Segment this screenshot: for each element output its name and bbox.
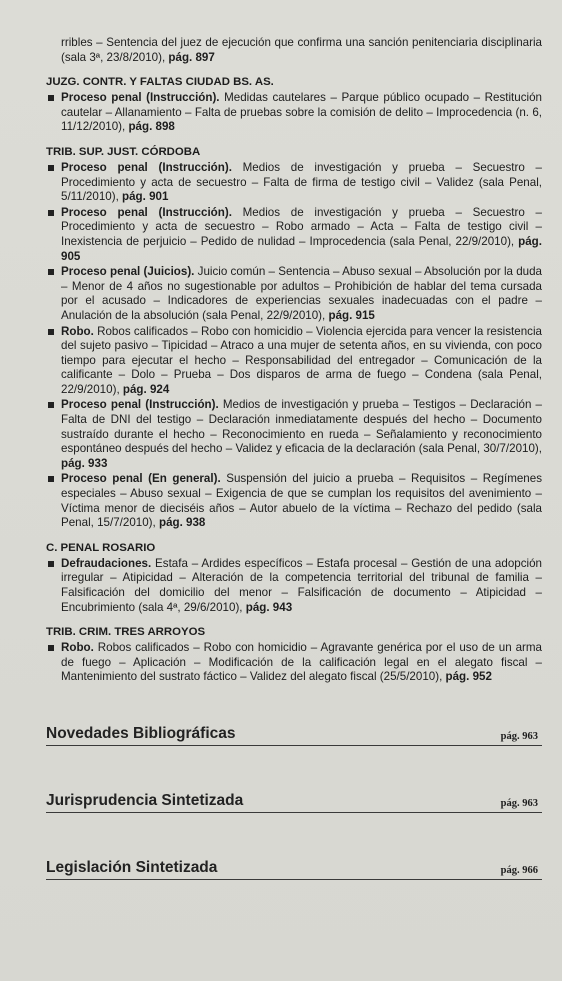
index-entry — [46, 206, 542, 264]
square-bullet-icon — [48, 95, 54, 101]
page-ref: pág. 924 — [122, 382, 170, 396]
page-ref: pág. 952 — [445, 670, 492, 684]
entry-text: Estafa – Ardides específicos – Estafa procesal – Gestión de una adopción irregular – Atipicidad – Alteración de la competencia territorial del tribunal de familia – Falsificación del domicilio del menor – Falsificación de documento – Atipicidad – Encubrimiento (sala 4ª, 29/6/2010), — [61, 556, 542, 614]
entry-topic: Defraudaciones. — [61, 556, 152, 570]
entry-text: Medios de investigación y prueba – Secuestro – Procedimiento y acta de secuestro – Falta de firma de testigo civil – Validez (sala Penal, 5/11/2010), — [61, 160, 543, 204]
square-bullet-icon — [48, 561, 54, 567]
court-heading: JUZG. CONTR. Y FALTAS CIUDAD BS. AS. — [46, 76, 274, 89]
square-bullet-icon — [48, 402, 54, 408]
entry-topic: Proceso penal (Instrucción). — [61, 398, 219, 412]
index-entry — [46, 91, 542, 135]
entry-text: Robos calificados – Robo con homicidio – Violencia ejercida para vencer la resistencia del sujeto pasivo – Tipicidad – Atraco a una mujer de setenta años, en su vivienda, con poco tiempo para ejecutar el hecho – Responsabilidad del entregador – Comunicación de la calificante – Dolo – Prueba – Dos disparos de arma de fuego – Condena (sala Penal, 22/9/2010), — [61, 324, 542, 396]
page-ref: pág. 897 — [168, 50, 215, 64]
section-title: Jurisprudencia Sintetizada — [46, 791, 244, 809]
section-novedades-bibliograficas[interactable] — [46, 723, 542, 746]
square-bullet-icon — [48, 476, 54, 482]
entry-text: Medios de investigación y prueba – Testigos – Declaración – Falta de DNI del testigo – Declaración inmediatamente después del hecho – Documento sustraído durante el hecho – Reconocimiento en rueda – Señalamiento y reconocimiento espontáneo después del hecho – Validez y eficacia de la declaración (sala Penal, 30/7/2010), — [61, 398, 543, 456]
square-bullet-icon — [48, 210, 54, 216]
continued-entry-text: rribles – Sentencia del juez de ejecución que confirma una sanción penitenciaria disciplinaria (sala 3ª, 23/8/2010), — [61, 36, 542, 64]
court-heading: TRIB. CRIM. TRES ARROYOS — [46, 626, 206, 639]
continued-entry — [46, 36, 542, 65]
section-jurisprudencia-sintetizada[interactable] — [46, 790, 542, 813]
index-entry — [46, 641, 542, 685]
page-ref: pág. 898 — [128, 120, 175, 134]
index-entry — [46, 161, 542, 205]
index-entry — [46, 265, 542, 323]
section-title: Novedades Bibliográficas — [46, 724, 236, 742]
section-page-ref: pág. 966 — [500, 864, 538, 876]
section-page-ref: pág. 963 — [500, 797, 538, 809]
page-ref: pág. 933 — [61, 456, 108, 470]
entry-text: Medios de investigación y prueba – Secuestro – Procedimiento y acta de secuestro – Robo armado – Acta – Falta de testigo civil – Inexistencia de perjuicio – Pedido de nulidad – Improcedencia (sala Penal, 22/9/2010), — [61, 205, 543, 248]
square-bullet-icon — [48, 329, 54, 335]
section-legislacion-sintetizada[interactable] — [46, 857, 542, 880]
page-ref: pág. 901 — [122, 190, 169, 204]
entry-text: Suspensión del juicio a prueba – Requisitos – Regímenes especiales – Abuso sexual – Exigencia de que se cumplan los requisitos del avenimiento – Víctima menor de dieciséis años – Autor abuelo de la víctima – Rechazo del pedido (sala Penal, 15/7/2010), — [61, 472, 542, 530]
section-title: Legislación Sintetizada — [46, 858, 218, 876]
page-ref: pág. 938 — [158, 516, 206, 530]
index-entry — [46, 325, 542, 398]
index-content — [46, 36, 542, 880]
entry-topic: Proceso penal (Instrucción). — [61, 160, 232, 174]
index-entry — [46, 472, 542, 530]
index-entry — [46, 398, 542, 471]
entry-topic: Proceso penal (En general). — [61, 472, 221, 486]
entry-text: Robos calificados – Robo con homicidio – Agravante genérica por el uso de un arma de fuego – Aplicación – Modificación de la calificación legal en el alegato fiscal – Mantenimiento del sustrato fáctico – Validez del alegato fiscal (25/5/2010), — [61, 641, 542, 684]
square-bullet-icon — [48, 269, 54, 275]
section-page-ref: pág. 963 — [500, 730, 538, 742]
page-ref: pág. 943 — [245, 600, 293, 614]
court-heading: TRIB. SUP. JUST. CÓRDOBA — [46, 145, 201, 158]
square-bullet-icon — [48, 165, 54, 171]
entry-text: Juicio común – Sentencia – Abuso sexual – Absolución por la duda – Menor de 4 años no sugestionable por adultos – Prohibición de hablar del tema cursada por el acusado – Indicadores de experiencias sexuales inadecuadas con el padre – Anulación de la absolución (sala Penal, 22/9/2010), — [61, 265, 542, 322]
page-ref: pág. 915 — [328, 308, 375, 322]
entry-topic: Proceso penal (Instrucción). — [61, 205, 232, 219]
page-ref: pág. 905 — [61, 234, 542, 263]
index-entry — [46, 557, 542, 615]
entry-topic: Robo. — [61, 324, 94, 338]
entry-topic: Robo. — [61, 641, 94, 655]
entry-text: Medidas cautelares – Parque público ocupado – Restitución cautelar – Allanamiento – Falta de pruebas sobre la comisión de delito – Improcedencia (n. 6, 11/12/2010), — [61, 91, 542, 134]
court-heading: C. PENAL ROSARIO — [46, 541, 156, 554]
square-bullet-icon — [48, 645, 54, 651]
entry-topic: Proceso penal (Instrucción). — [61, 91, 220, 105]
entry-topic: Proceso penal (Juicios). — [61, 265, 195, 279]
